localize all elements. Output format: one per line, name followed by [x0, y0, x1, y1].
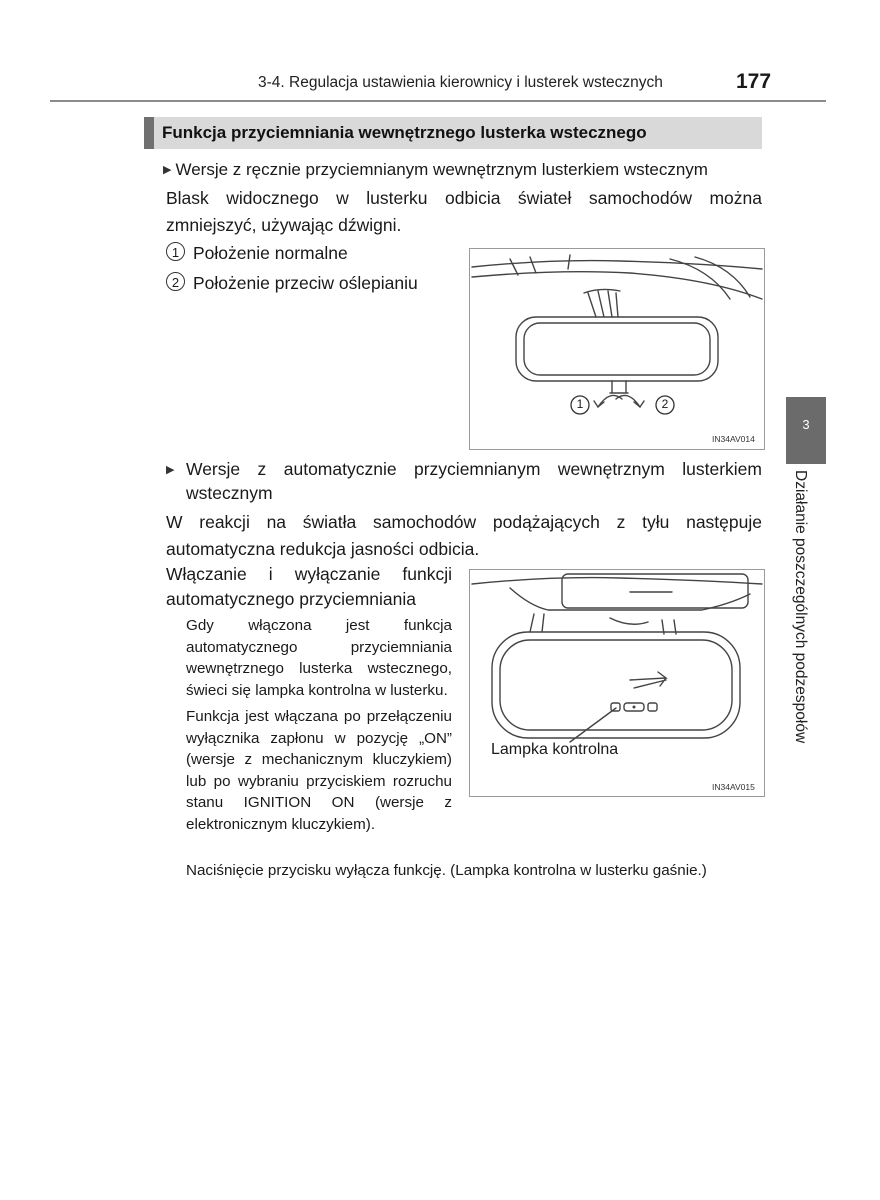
auto-paragraph-activation: Funkcja jest włączana po przełączeniu wyłącznika zapłonu w pozycję „ON” (wersje z mechanicznym kluczykiem) lub po wybraniu przyciskiem rozruchu stanu IGNITION ON (wersje z elektronicznym kluczykiem).: [186, 708, 452, 833]
auto-subheading: Włączanie i wyłączanie funkcji automatycznego przyciemniania: [166, 564, 452, 609]
figure-auto-mirror: [469, 569, 765, 797]
header-rule: [50, 100, 826, 102]
auto-paragraph-off: Naciśnięcie przycisku wyłącza funkcję. (Lampka kontrolna w lusterku gaśnie.): [186, 862, 707, 879]
item-label-normal: Położenie normalne: [193, 243, 348, 263]
manual-description: Blask widocznego w lusterku odbicia świateł samochodów można zmniejszyć, używając dźwigni.: [166, 188, 762, 235]
section-heading-bar: [144, 117, 762, 149]
bullet-auto: [166, 457, 762, 505]
item-label-antiglare: Położenie przeciw oślepianiu: [193, 273, 418, 293]
running-header: 3-4. Regulacja ustawienia kierownicy i lusterek wstecznych: [258, 74, 663, 91]
chapter-tab: [786, 397, 826, 464]
figure-callout-1: 1: [576, 397, 584, 411]
section-marker: [144, 117, 154, 149]
auto-paragraph-indicator: Gdy włączona jest funkcja automatycznego przyciemniania wewnętrznego lusterka wstecznego, świeci się lampka kontrolna w lusterku.: [186, 617, 452, 699]
circled-number-1: 1: [166, 242, 185, 261]
triangle-bullet-icon: ▶: [166, 464, 175, 476]
chapter-number: 3: [802, 417, 810, 432]
bullet-auto-text: Wersje z automatycznie przyciemnianym wewnętrznym lusterkiem wstecznym: [186, 459, 762, 503]
figure-code: IN34AV014: [712, 434, 755, 444]
chapter-title-vertical: Działanie poszczególnych podzespołów: [792, 470, 809, 744]
figure-manual-mirror: [469, 248, 765, 450]
bullet-manual: [163, 158, 773, 182]
manual-mirror-illustration: [470, 249, 764, 449]
circled-number-2: 2: [166, 272, 185, 291]
triangle-bullet-icon: ▶: [163, 164, 172, 176]
list-item-normal: [166, 241, 348, 265]
auto-description: W reakcji na światła samochodów podążających z tyłu następuje automatyczna redukcja jasności odbicia.: [166, 512, 762, 559]
auto-mirror-illustration: [470, 570, 764, 796]
section-title: Funkcja przyciemniania wewnętrznego lusterka wstecznego: [162, 123, 647, 142]
bullet-manual-text: Wersje z ręcznie przyciemnianym wewnętrznym lusterkiem wstecznym: [175, 160, 708, 179]
figure-callout-2: 2: [661, 397, 669, 411]
list-item-antiglare: [166, 271, 418, 295]
figure-caption-indicator: Lampka kontrolna: [491, 741, 619, 758]
figure-code: IN34AV015: [712, 782, 755, 792]
page-number: 177: [736, 70, 772, 93]
